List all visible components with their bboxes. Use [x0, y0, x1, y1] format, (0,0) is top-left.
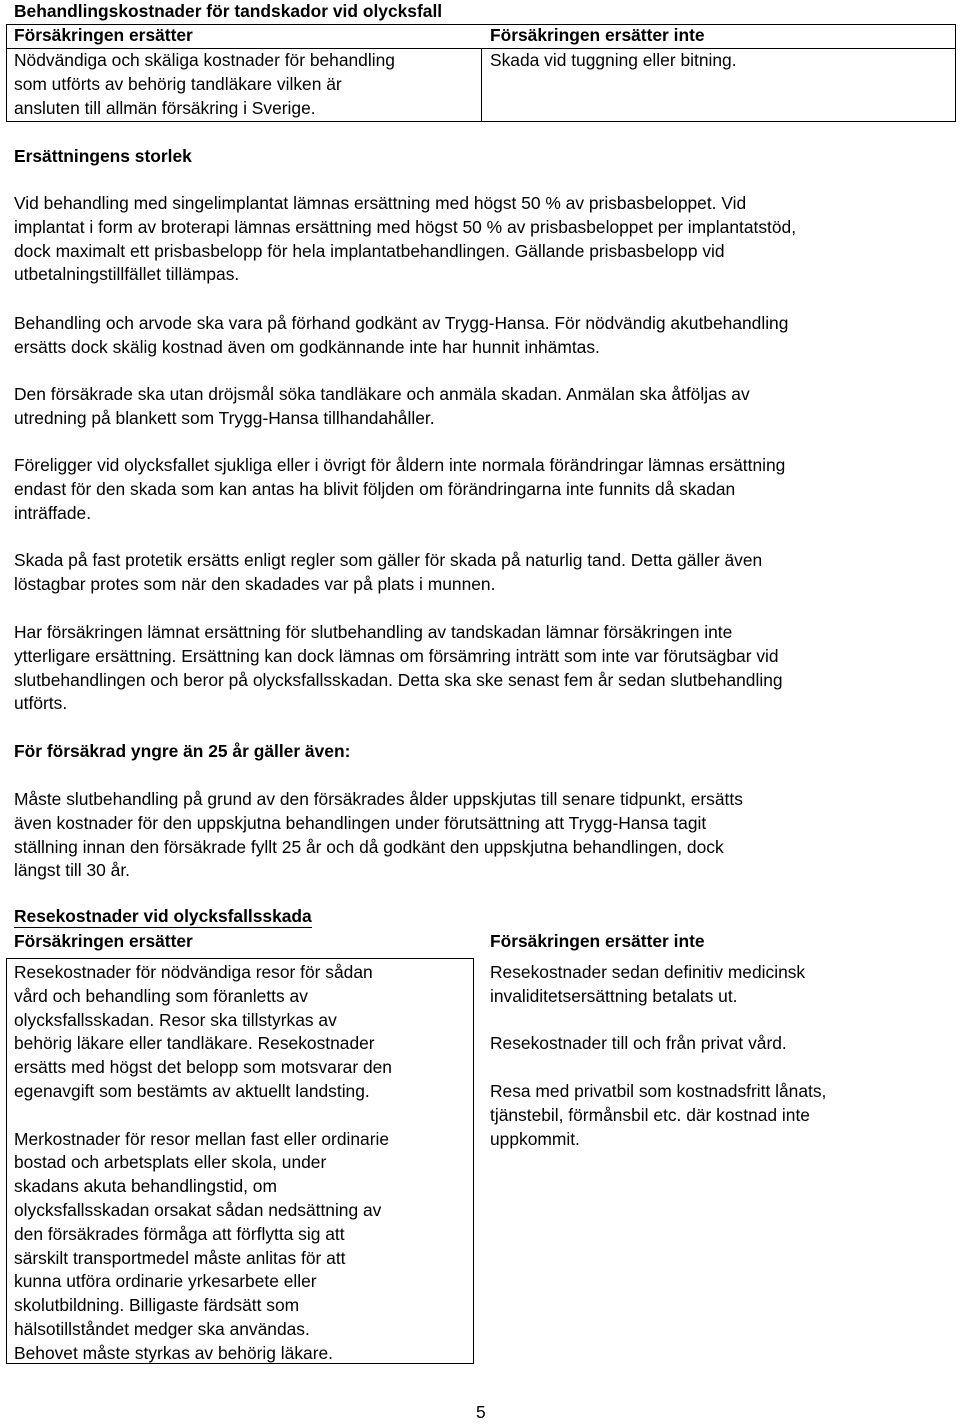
text-line: uppkommit.	[490, 1128, 580, 1149]
paragraph	[14, 788, 743, 883]
text-line: Skada på fast protetik ersätts enligt regler som gäller för skada på naturlig tand. Detta gäller även	[14, 550, 763, 570]
text-line: Behandling och arvode ska vara på förhand godkänt av Trygg-Hansa. För nödvändig akutbehandling	[14, 313, 789, 333]
table2-col2-header: Försäkringen ersätter inte	[490, 931, 705, 951]
table1-col2-cell: Skada vid tuggning eller bitning.	[490, 50, 737, 70]
text-line: Resekostnader för nödvändiga resor för sådan	[14, 962, 373, 982]
text-line: slutbehandlingen och beror på olycksfallsskadan. Detta ska ske senast fem år sedan slutbehandling	[14, 669, 783, 690]
text-line: behörig läkare eller tandläkare. Resekostnader	[14, 1033, 375, 1054]
page-number: 5	[476, 1402, 486, 1422]
table2-col1-header: Försäkringen ersätter	[14, 931, 193, 951]
text-line: olycksfallsskadan. Resor ska tillstyrkas av	[14, 1009, 337, 1030]
text-line: utförts.	[14, 693, 68, 714]
table1-title: Behandlingskostnader för tandskador vid olycksfall	[14, 1, 443, 21]
text-line: längst till 30 år.	[14, 860, 131, 881]
table1-col1-cell	[14, 49, 395, 120]
text-line: ställning innan den försäkrade fyllt 25 år och då godkänt den uppskjutna behandlingen, dock	[14, 836, 724, 857]
paragraph	[14, 312, 788, 360]
text-line: Den försäkrade ska utan dröjsmål söka tandläkare och anmäla skadan. Anmälan ska åtföljas av	[14, 384, 750, 404]
text-line: egenavgift som bestämts av aktuellt landsting.	[14, 1080, 370, 1101]
table1-col-divider	[481, 48, 482, 121]
text-line: Vid behandling med singelimplantat lämnas ersättning med högst 50 % av prisbasbeloppet. Vid	[14, 193, 747, 213]
text-line: olycksfallsskadan orsakat sådan nedsättning av	[14, 1199, 382, 1220]
text-line: ersätts med högst det belopp som motsvarar den	[14, 1057, 392, 1078]
section-heading: Ersättningens storlek	[14, 146, 192, 166]
text-line: tjänstebil, förmånsbil etc. där kostnad inte	[490, 1104, 810, 1125]
text-line: bostad och arbetsplats eller skola, under	[14, 1152, 327, 1173]
text-line: hälsotillståndet medger ska användas.	[14, 1318, 310, 1339]
subsection-heading: För försäkrad yngre än 25 år gäller även:	[14, 741, 351, 761]
table2-title: Resekostnader vid olycksfallsskada	[14, 906, 312, 926]
paragraph	[14, 383, 750, 431]
table2-col2-cell	[490, 961, 826, 1151]
text-line: Behovet måste styrkas av behörig läkare.	[14, 1342, 333, 1363]
text-line: skadans akuta behandlingstid, om	[14, 1176, 277, 1197]
paragraph	[14, 192, 796, 287]
text-line: ytterligare ersättning. Ersättning kan dock lämnas om försämring inträtt som inte var förutsägbar vid	[14, 645, 779, 666]
text-line: dock maximalt ett prisbasbelopp för hela implantatbehandlingen. Gällande prisbasbelopp vid	[14, 240, 725, 261]
table2-col1-cell	[14, 961, 392, 1366]
text-line: skolutbildning. Billigaste färdsätt som	[14, 1295, 300, 1316]
table1-col2-header: Försäkringen ersätter inte	[490, 25, 705, 45]
text-line: invaliditetsersättning betalats ut.	[490, 985, 738, 1006]
paragraph-gap	[490, 1009, 826, 1033]
text-line: endast för den skada som kan antas ha blivit följden om förändringarna inte funnits då skadan	[14, 478, 736, 499]
text-line: den försäkrades förmåga att förflytta sig att	[14, 1223, 345, 1244]
table1-col1-header: Försäkringen ersätter	[14, 25, 193, 45]
text-line: vård och behandling som föranletts av	[14, 985, 308, 1006]
text-line: utbetalningstillfället tillämpas.	[14, 264, 240, 285]
text-line: Resekostnader till och från privat vård.	[490, 1033, 787, 1054]
text-line: Resa med privatbil som kostnadsfritt lånats,	[490, 1080, 827, 1101]
text-line: Föreligger vid olycksfallet sjukliga eller i övrigt för åldern inte normala förändringar lämnas ersättning	[14, 455, 786, 475]
text-line: inträffade.	[14, 502, 92, 523]
paragraph-gap	[490, 1056, 826, 1080]
text-line: Merkostnader för resor mellan fast eller ordinarie	[14, 1128, 390, 1149]
paragraph	[14, 621, 783, 716]
paragraph	[14, 549, 762, 597]
table1-col1-line: ansluten till allmän försäkring i Sverige.	[14, 97, 316, 118]
text-line: Har försäkringen lämnat ersättning för slutbehandling av tandskadan lämnar försäkringen inte	[14, 622, 733, 642]
text-line: implantat i form av broterapi lämnas ersättning med högst 50 % av prisbasbeloppet per implantatstöd,	[14, 216, 797, 237]
text-line: även kostnader för den uppskjutna behandlingen under förutsättning att Trygg-Hansa tagit	[14, 812, 707, 833]
text-line: Resekostnader sedan definitiv medicinsk	[490, 962, 806, 982]
table1-col1-line: som utförts av behörig tandläkare vilken är	[14, 73, 342, 94]
table1-col1-line: Nödvändiga och skäliga kostnader för behandling	[14, 50, 395, 70]
paragraph-gap	[14, 1104, 392, 1128]
text-line: särskilt transportmedel måste anlitas för att	[14, 1247, 346, 1268]
text-line: löstagbar protes som när den skadades var på plats i munnen.	[14, 573, 496, 594]
text-line: kunna utföra ordinarie yrkesarbete eller	[14, 1271, 317, 1292]
text-line: Måste slutbehandling på grund av den försäkrades ålder uppskjutas till senare tidpunkt, ersätts	[14, 789, 743, 809]
text-line: utredning på blankett som Trygg-Hansa tillhandahåller.	[14, 407, 435, 428]
paragraph	[14, 454, 785, 525]
text-line: ersätts dock skälig kostnad även om godkännande inte har hunnit inhämtas.	[14, 336, 600, 357]
